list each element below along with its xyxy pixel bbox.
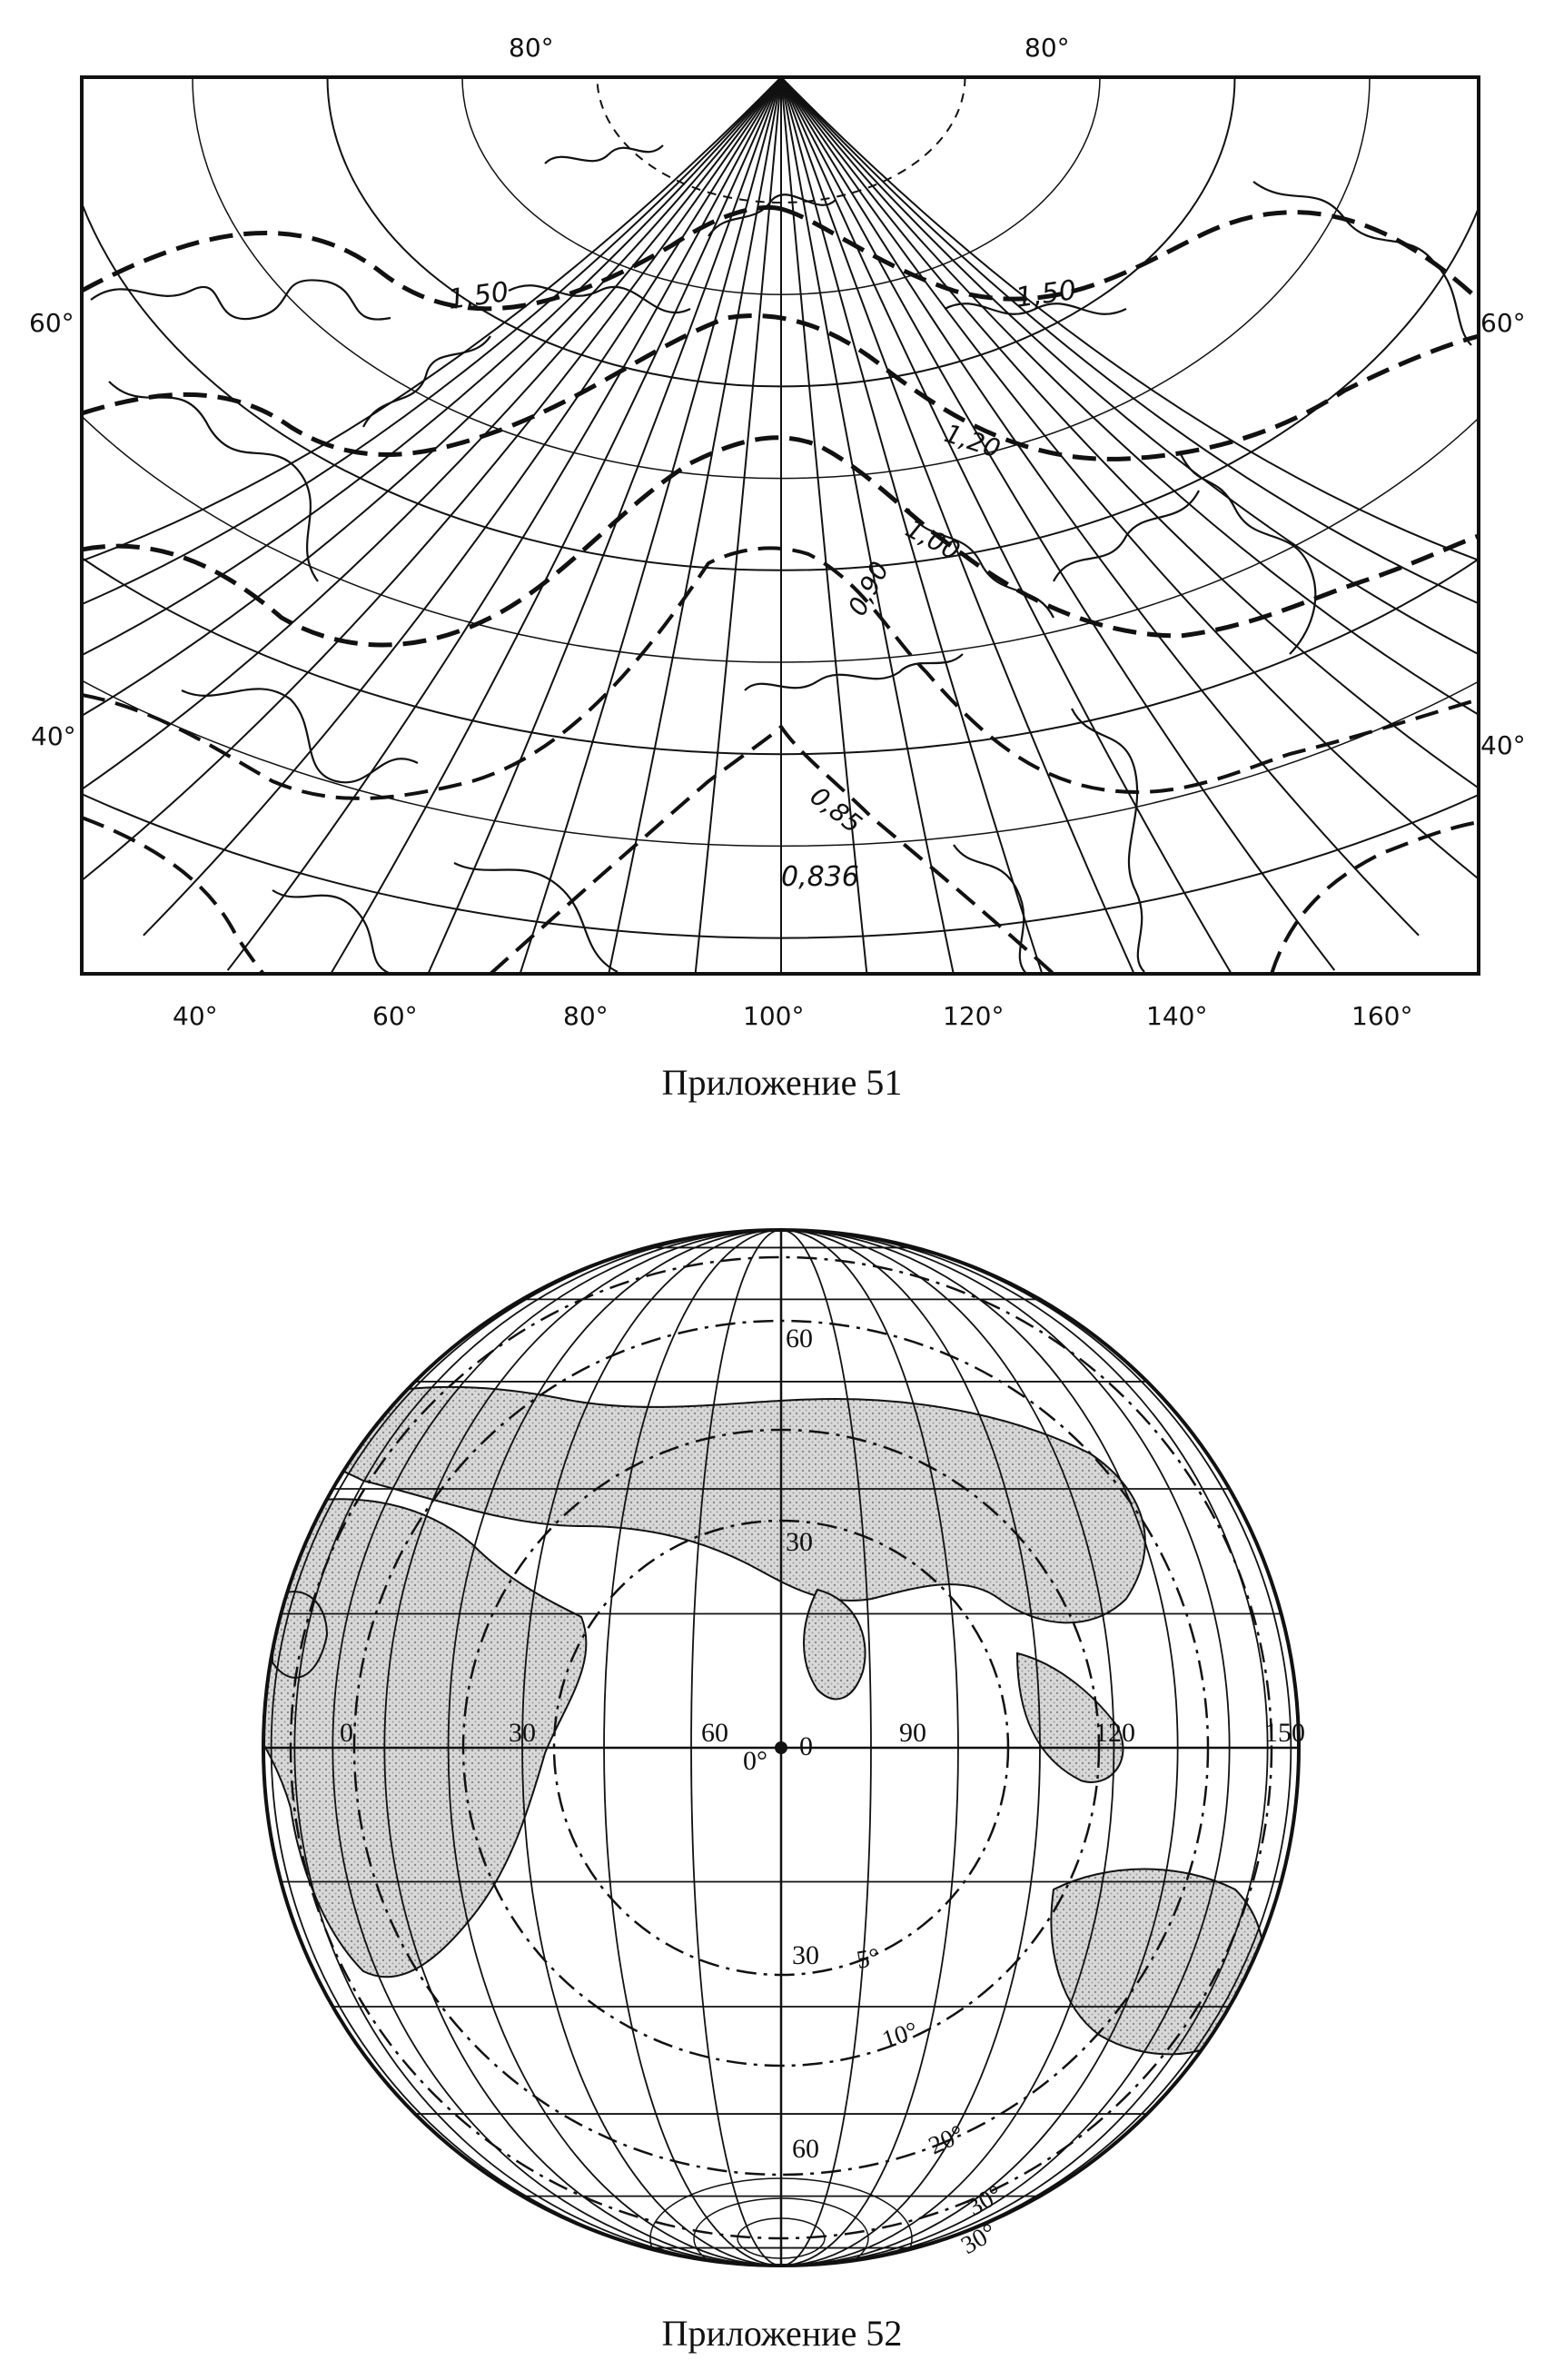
upper-map-right-label-60: 60°	[1480, 308, 1526, 338]
globe-parallel-label-30n: 30	[786, 1527, 813, 1557]
upper-map-left-label-40: 40°	[31, 721, 76, 751]
globe-zone-label-10: 10°	[878, 2017, 922, 2055]
isoline-label-1-50-west: 1,50	[446, 275, 511, 316]
globe-meridian-label-0-west: 0	[340, 1718, 353, 1748]
isoline-label-0-85: 0,85	[804, 780, 868, 839]
landmass	[804, 1590, 866, 1699]
globe-center-point	[775, 1741, 787, 1754]
globe-meridian-label-60: 60	[701, 1718, 728, 1748]
globe-zone-label-5: 5°	[854, 1942, 883, 1975]
globe-parallel-label-60n: 60	[786, 1324, 813, 1354]
globe-zone-label-30a: 30°	[963, 2179, 1008, 2223]
upper-map-bottom-label-140: 140°	[1146, 1001, 1208, 1031]
isoline-label-1-50-east: 1,50	[1014, 273, 1079, 314]
upper-map-bottom-label-80: 80°	[563, 1001, 609, 1031]
globe-parallel-label-30s: 30	[792, 1940, 819, 1970]
upper-map-top-label-right: 80°	[1025, 33, 1070, 63]
globe-zone-label-30b: 30°	[956, 2217, 1002, 2261]
globe-parallel-label-60s: 60	[792, 2134, 819, 2164]
upper-map-top-label-left: 80°	[509, 33, 554, 63]
globe-meridian-label-150: 150	[1264, 1718, 1305, 1748]
isoline-label-0-836: 0,836	[781, 861, 859, 893]
isoline-label-0-90: 0,90	[842, 556, 896, 621]
globe-meridian-label-120: 120	[1094, 1718, 1135, 1748]
isoline-label-1-00: 1,00	[900, 513, 965, 567]
globe-center-label: 0°	[743, 1746, 767, 1776]
isoline-label-1-20: 1,20	[940, 418, 1005, 464]
globe-zone-label-20: 20°	[924, 2119, 969, 2161]
upper-map-bottom-label-120: 120°	[943, 1001, 1005, 1031]
upper-map-left-label-60: 60°	[29, 308, 74, 338]
upper-map-right-label-40: 40°	[1480, 730, 1526, 760]
upper-map-bottom-label-160: 160°	[1351, 1001, 1413, 1031]
upper-map-bottom-label-40: 40°	[173, 1001, 218, 1031]
globe-meridian-label-30: 30	[509, 1718, 536, 1748]
upper-map-bottom-label-100: 100°	[743, 1001, 805, 1031]
globe-meridian-label-0-center: 0	[799, 1731, 813, 1761]
globe-meridian-label-90: 90	[899, 1718, 926, 1748]
landmass	[1051, 1869, 1263, 2055]
upper-map-bottom-label-60: 60°	[372, 1001, 418, 1031]
caption-appendix-51: Приложение 51	[661, 1062, 903, 1103]
caption-appendix-52: Приложение 52	[661, 2313, 903, 2354]
